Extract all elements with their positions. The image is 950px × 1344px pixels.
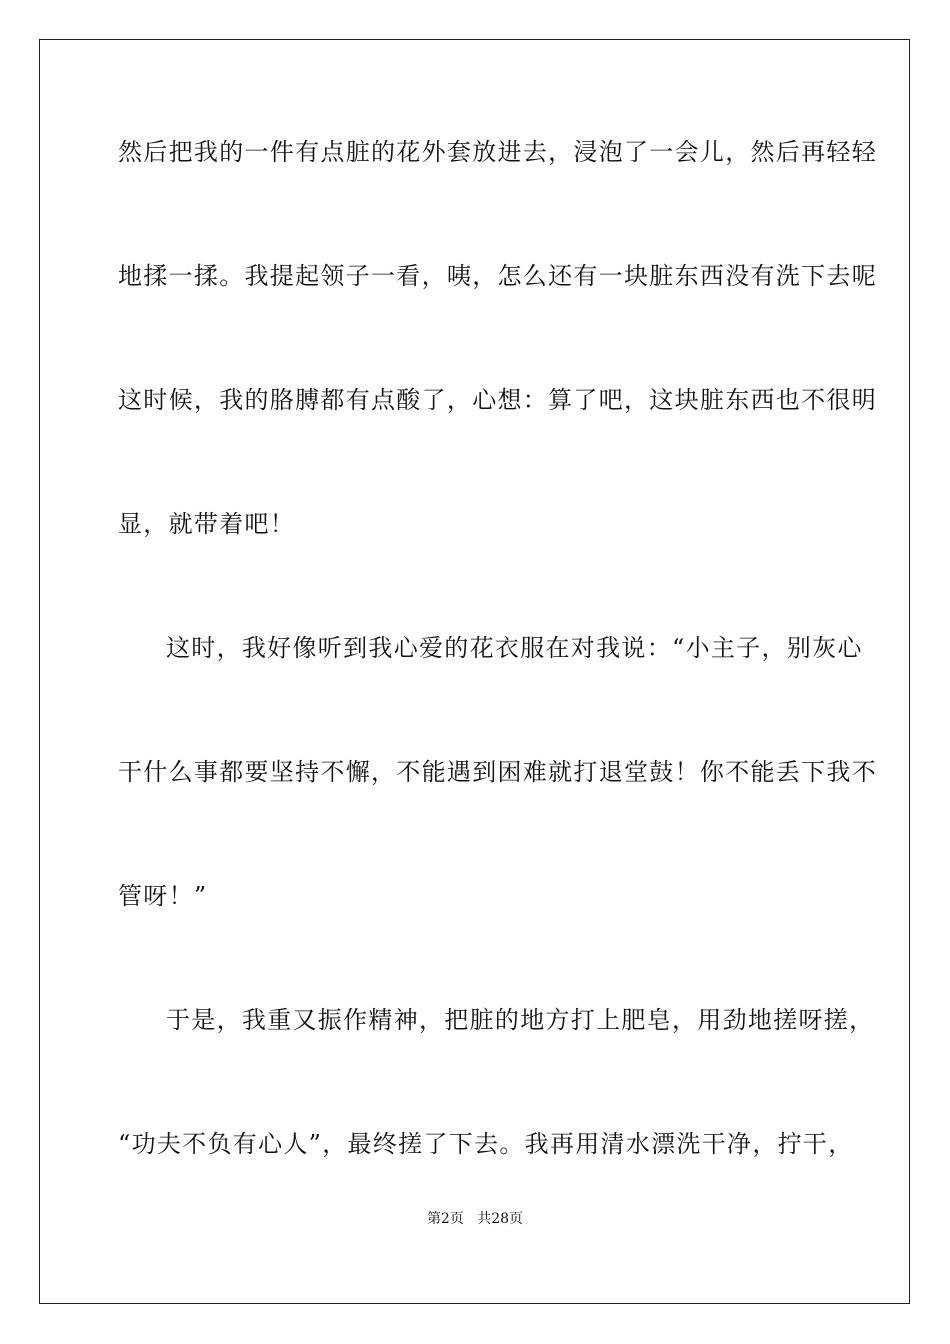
text-line-9: “功夫不负有心人”，最终搓了下去。我再用清水漂洗干净，拧干， — [118, 1130, 854, 1158]
text-line-7: 管呀！” — [118, 882, 208, 910]
total-pages: 共28页 — [477, 1211, 524, 1227]
text-line-2: 地揉一揉。我提起领子一看，咦，怎么还有一块脏东西没有洗下去呢 — [118, 262, 877, 290]
page-number: 第2页 — [426, 1211, 464, 1227]
text-line-6: 干什么事都要坚持不懈，不能遇到困难就打退堂鼓！你不能丢下我不 — [118, 758, 877, 786]
page-frame — [39, 39, 910, 1304]
page-footer — [0, 1208, 950, 1228]
text-line-3: 这时候，我的胳膊都有点酸了，心想：算了吧，这块脏东西也不很明 — [118, 386, 877, 414]
paragraph-start-line-8: 于是，我重又振作精神，把脏的地方打上肥皂，用劲地搓呀搓， — [166, 1006, 875, 1034]
text-line-1: 然后把我的一件有点脏的花外套放进去，浸泡了一会儿，然后再轻轻 — [118, 138, 877, 166]
paragraph-start-line-5: 这时，我好像听到我心爱的花衣服在对我说：“小主子，别灰心 — [166, 634, 863, 662]
text-line-4: 显，就带着吧！ — [118, 510, 296, 538]
